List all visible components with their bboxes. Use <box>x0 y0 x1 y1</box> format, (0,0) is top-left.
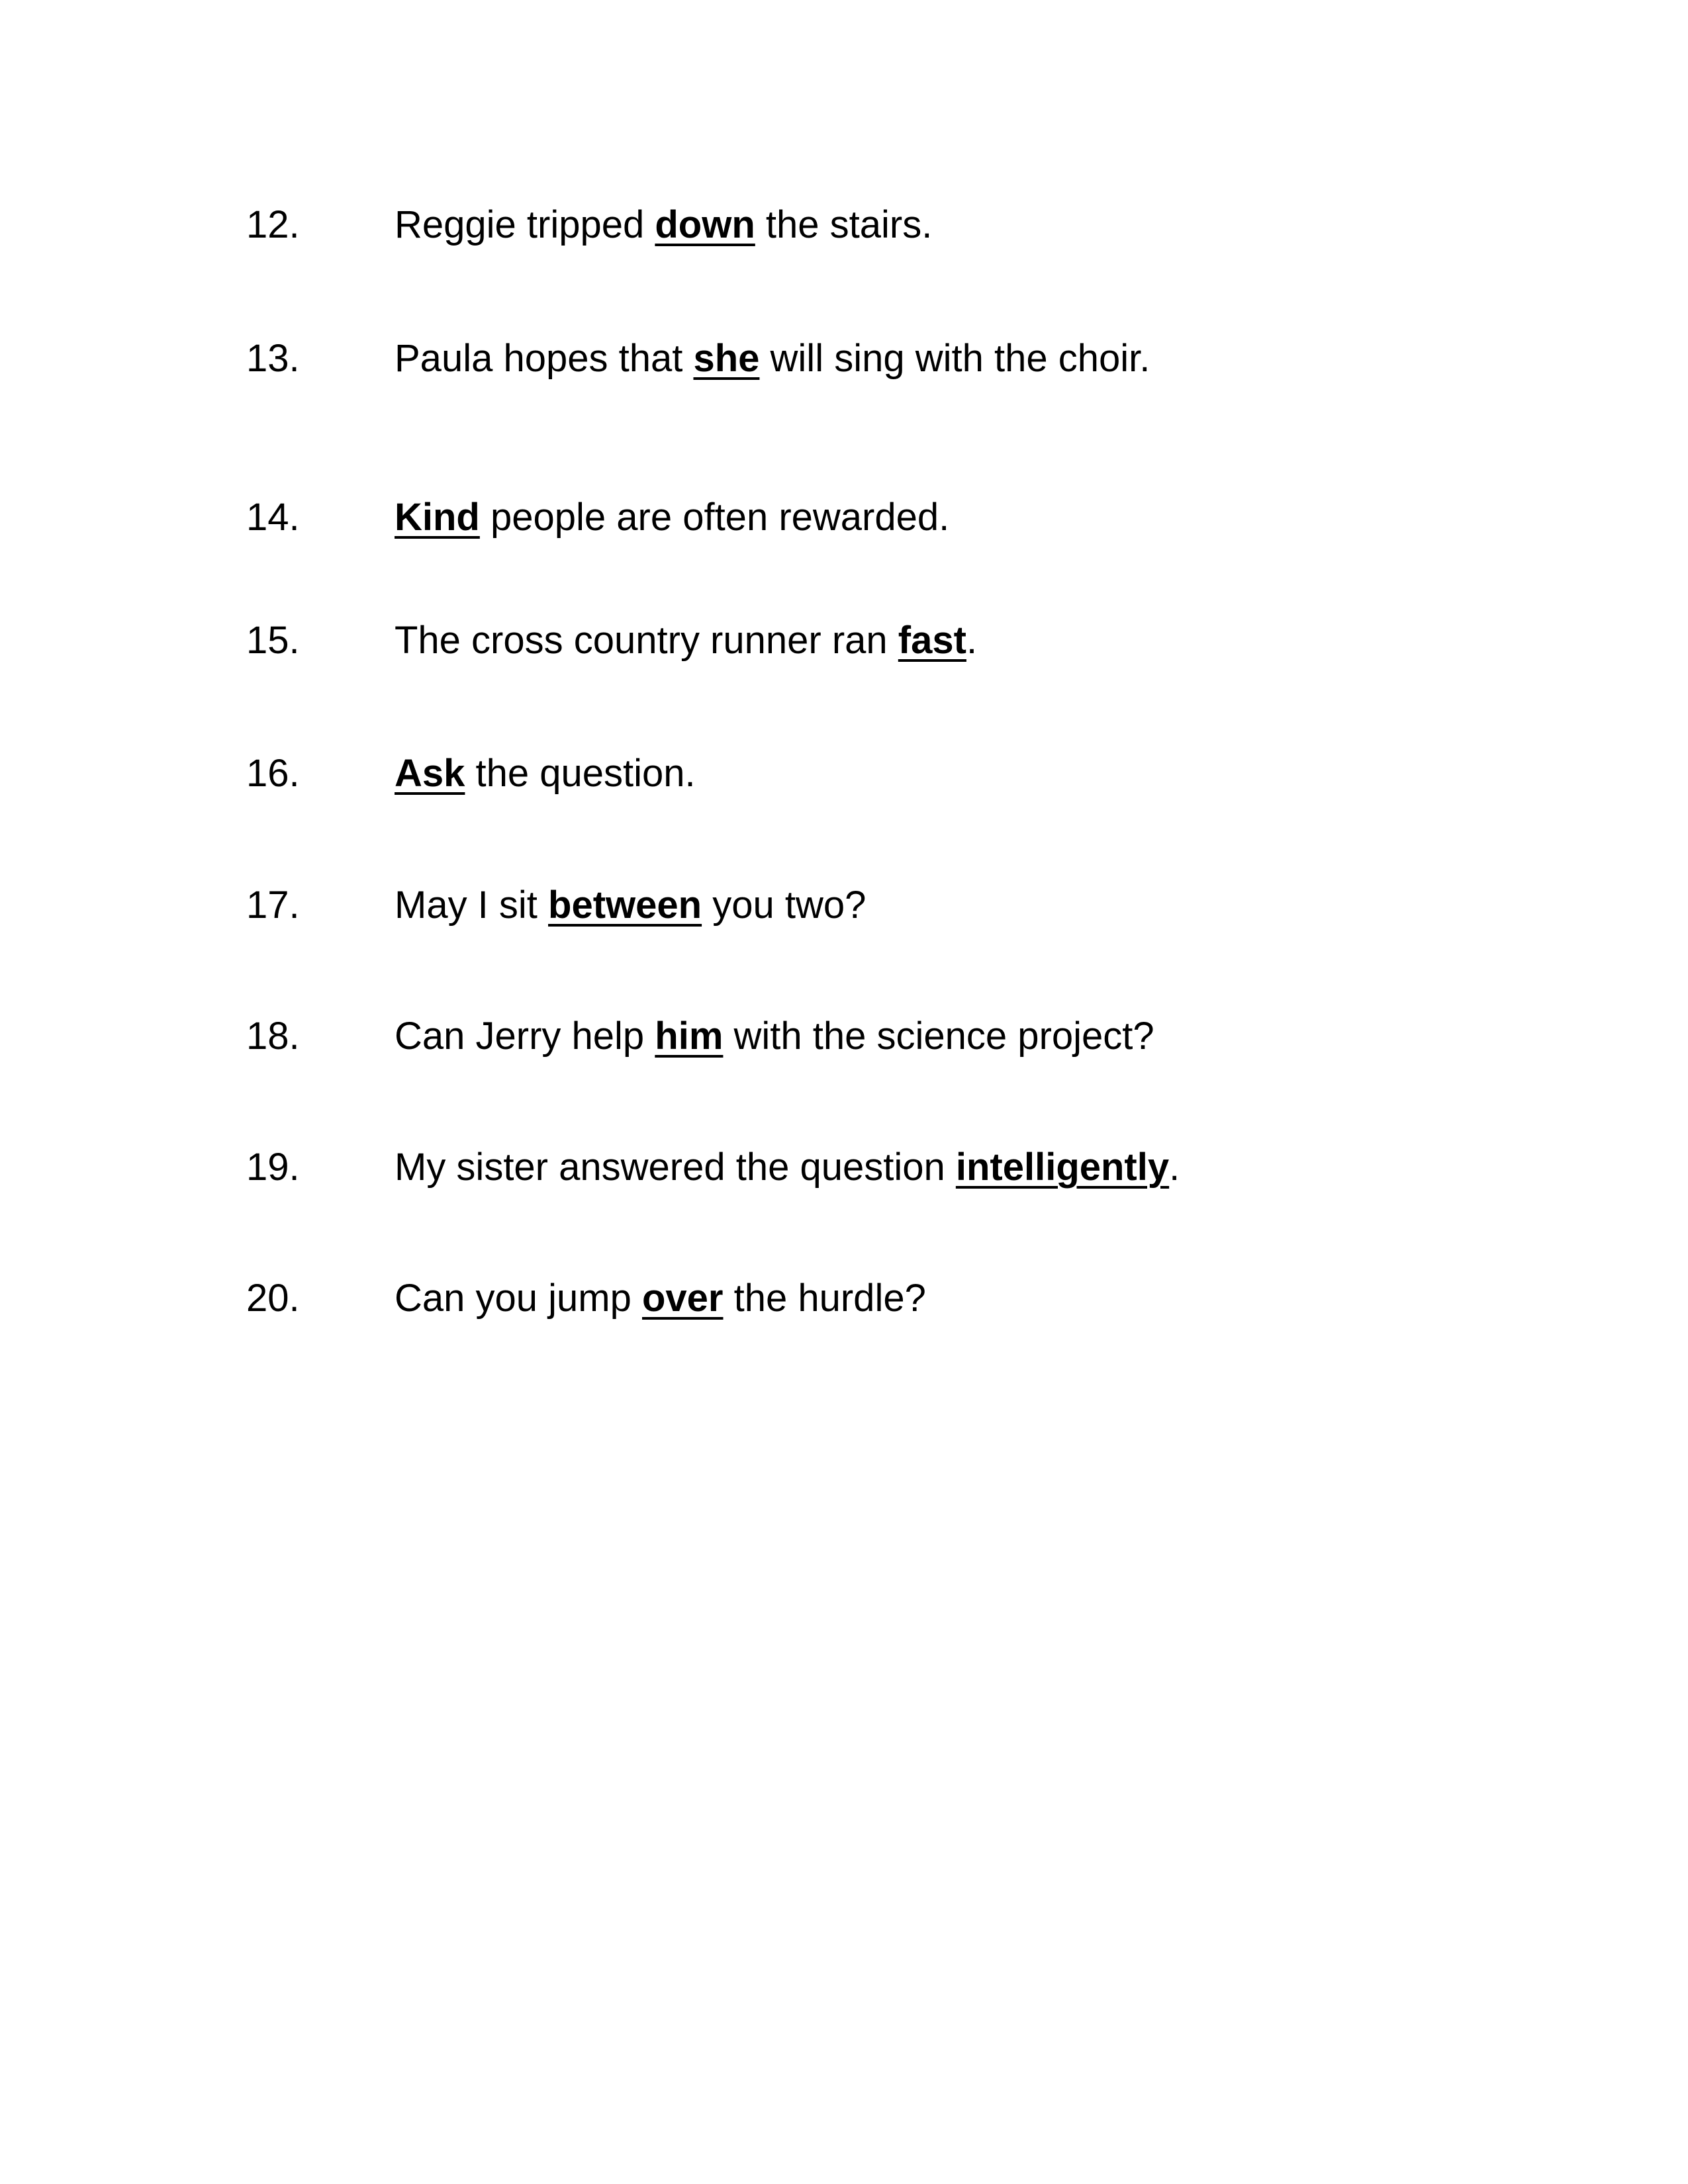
underlined-keyword: fast <box>898 619 966 662</box>
item-sentence <box>395 199 932 251</box>
list-item <box>246 879 866 932</box>
sentence-text-after: the question. <box>465 752 696 795</box>
underlined-keyword: over <box>641 1277 724 1320</box>
item-number: 15. <box>246 619 300 662</box>
sentence-text-after: will sing with the choir. <box>759 337 1150 380</box>
sentence-text-before: Can Jerry help <box>395 1015 655 1058</box>
item-number: 12. <box>246 203 300 246</box>
sentence-text-after: with the science project? <box>723 1015 1154 1058</box>
item-sentence <box>395 491 949 544</box>
sentence-text-after: you two? <box>702 884 867 927</box>
item-sentence <box>395 614 977 667</box>
sentence-text-before: Reggie tripped <box>395 203 655 246</box>
item-sentence <box>395 332 1150 385</box>
item-sentence <box>395 879 866 932</box>
sentence-text-before: My sister answered the question <box>395 1146 956 1189</box>
item-number: 19. <box>246 1146 300 1189</box>
item-number: 17. <box>246 884 300 927</box>
sentence-text-after: the stairs. <box>755 203 933 246</box>
list-item <box>246 1010 1154 1063</box>
item-sentence <box>395 1141 1180 1194</box>
list-item <box>246 614 977 667</box>
list-item <box>246 332 1150 385</box>
underlined-keyword: Ask <box>395 752 465 795</box>
sentence-text-before: Paula hopes that <box>395 337 694 380</box>
list-item <box>246 491 949 544</box>
item-number: 14. <box>246 496 300 539</box>
sentence-text-before: The cross country runner ran <box>395 619 898 662</box>
underlined-keyword: him <box>655 1015 724 1058</box>
underlined-keyword: down <box>655 203 755 246</box>
underlined-keyword: she <box>693 337 760 380</box>
item-sentence <box>395 1010 1154 1063</box>
item-sentence <box>395 1272 926 1325</box>
sentence-text-before: Can you jump <box>395 1277 642 1320</box>
list-item <box>246 199 932 251</box>
list-item <box>246 1272 926 1325</box>
sentence-text-after: . <box>1169 1146 1180 1189</box>
sentence-text-after: people are often rewarded. <box>479 496 950 539</box>
underlined-keyword: Kind <box>395 496 480 539</box>
sentence-text-before: May I sit <box>395 884 549 927</box>
item-number: 13. <box>246 337 300 380</box>
sentence-text-after: the hurdle? <box>723 1277 926 1320</box>
underlined-keyword: intelligently <box>955 1146 1170 1189</box>
list-item <box>246 747 696 800</box>
underlined-keyword: between <box>548 884 702 927</box>
list-item <box>246 1141 1180 1194</box>
sentence-text-after: . <box>966 619 978 662</box>
item-sentence <box>395 747 696 800</box>
item-number: 20. <box>246 1277 300 1320</box>
item-number: 16. <box>246 752 300 795</box>
item-number: 18. <box>246 1015 300 1058</box>
